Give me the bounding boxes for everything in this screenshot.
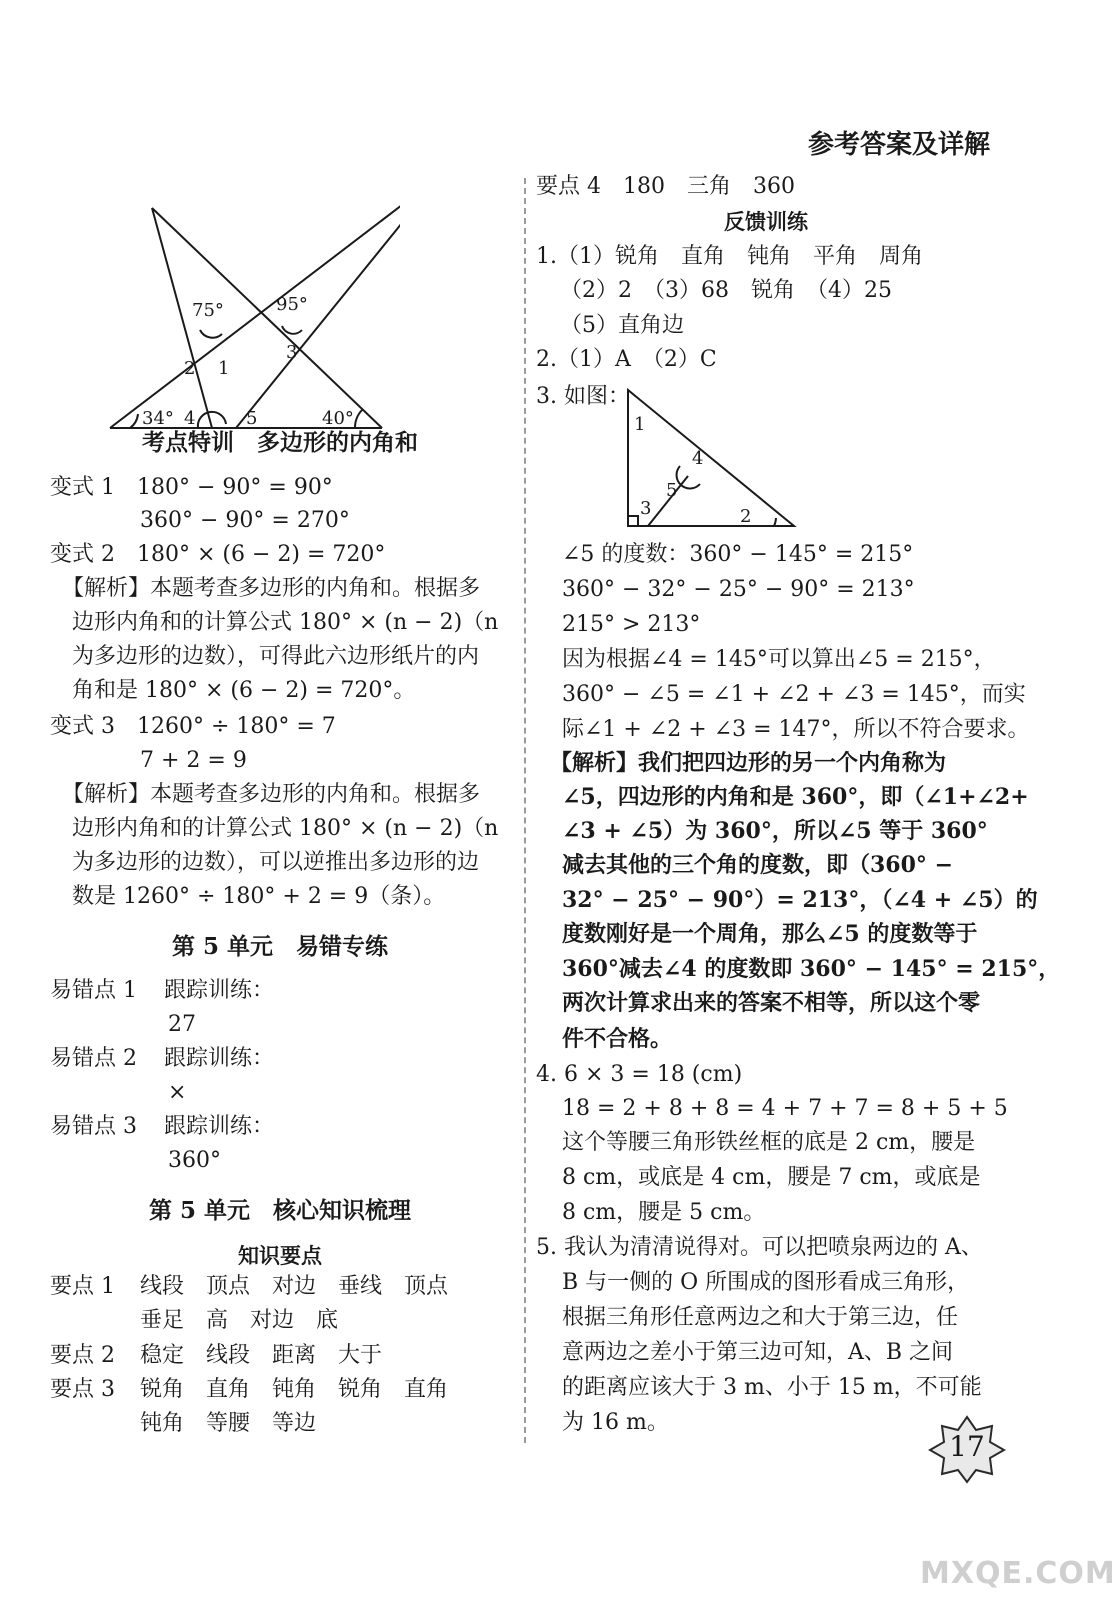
q3-line-3: 215° > 213° [562,612,701,637]
point-4: 要点 4 180 三角 360 [536,174,795,199]
q5-line-6: 为 16 m。 [562,1410,669,1435]
q3-line-8: ∠5，四边形的内角和是 360°，即（∠1+∠2+ [562,784,1029,810]
fig1-right-side [236,176,400,428]
figure-intersecting-triangles [100,168,400,438]
q3-line-12: 度数刚好是一个周角，那么∠5 的度数等于 [562,921,978,947]
figure-right-triangle [618,380,804,530]
fig1-label-34: 34° [142,408,174,429]
fig2-right-angle-mark [628,516,638,526]
section-subtitle-key-points: 知识要点 [238,1243,322,1268]
column-divider [524,178,526,1443]
error-1-answer: 27 [168,1012,196,1037]
left-line-7: 角和是 180° × (6 − 2) = 720°。 [72,678,416,703]
q1-line-1: 1.（1）锐角 直角 钝角 平角 周角 [536,244,923,269]
header-title: 参考答案及详解 [808,130,991,160]
fig1-left-diagonal [152,208,382,428]
fig2-label-5: 5 [666,480,678,501]
q5-line-4: 意两边之差小于第三边可知，A、B 之间 [562,1340,954,1365]
fig1-label-2: 2 [184,358,196,379]
q4-line-3: 这个等腰三角形铁丝框的底是 2 cm，腰是 [562,1130,976,1155]
q3-line-11: 32° − 25° − 90°）= 213°，（∠4 + ∠5）的 [562,887,1038,913]
fig1-label-1: 1 [218,358,230,379]
q4-line-2: 18 = 2 + 8 + 8 = 4 + 7 + 7 = 8 + 5 + 5 [562,1096,1008,1121]
q4-line-4: 8 cm，或底是 4 cm，腰是 7 cm，或底是 [562,1165,981,1190]
error-3-answer: 360° [168,1148,221,1173]
q3-line-6: 际∠1 + ∠2 + ∠3 = 147°，所以不符合要求。 [562,717,1030,742]
fig1-label-40: 40° [322,408,354,429]
fig1-label-75: 75° [192,300,224,321]
left-line-12: 为多边形的边数），可以逆推出多边形的边 [72,850,480,875]
error-3-label: 易错点 3 [50,1114,137,1139]
fig2-label-3: 3 [640,498,652,519]
q3-line-2: 360° − 32° − 25° − 90° = 213° [562,577,915,602]
q3-line-1: ∠5 的度数：360° − 145° = 215° [562,542,914,567]
left-line-5: 边形内角和的计算公式 180° × (n − 2)（n [72,610,499,635]
error-1-text: 跟踪训练： [164,978,275,1003]
left-line-9: 7 + 2 = 9 [140,748,247,773]
point-3-label: 要点 3 [50,1377,115,1402]
q3-line-15: 件不合格。 [562,1026,673,1052]
q4-line-1: 4. 6 × 3 = 18 (cm) [536,1062,743,1087]
point-2-label: 要点 2 [50,1343,115,1368]
section-title-polygon-angles: 考点特训 多边形的内角和 [142,429,418,456]
left-line-10: 【解析】本题考查多边形的内角和。根据多 [62,782,481,807]
q2-line: 2.（1）A （2）C [536,347,717,372]
fig1-label-3: 3 [286,342,298,363]
left-line-8: 变式 3 1260° ÷ 180° = 7 [50,714,336,739]
fig2-label-2: 2 [740,506,752,527]
q5-line-2: B 与一侧的 O 所围成的图形看成三角形， [562,1270,970,1295]
fig2-label-4: 4 [692,448,704,469]
section-title-errors: 第 5 单元 易错专练 [171,933,389,960]
q4-line-5: 8 cm，腰是 5 cm。 [562,1200,766,1225]
q3-label: 3. 如图： [536,384,630,409]
q3-line-9: ∠3 + ∠5）为 360°，所以∠5 等于 360° [562,818,988,844]
fig1-label-95: 95° [276,294,308,315]
error-2-text: 跟踪训练： [164,1046,275,1071]
fig2-angle-2-arc [774,518,776,526]
fig2-label-1: 1 [634,414,646,435]
q5-line-5: 的距离应该大于 3 m、小于 15 m，不可能 [562,1375,982,1400]
q3-line-13: 360°减去∠4 的度数即 360° − 145° = 215°， [562,956,1061,982]
error-1-label: 易错点 1 [50,978,137,1003]
left-line-3: 变式 2 180° × (6 − 2) = 720° [50,542,386,567]
point-1-label: 要点 1 [50,1274,115,1299]
fig1-label-5: 5 [246,408,258,429]
left-line-4: 【解析】本题考查多边形的内角和。根据多 [62,576,481,601]
section-title-core-knowledge: 第 5 单元 核心知识梳理 [148,1197,412,1224]
error-3-text: 跟踪训练： [164,1114,275,1139]
error-2-answer: × [168,1080,187,1105]
fig1-arc-75 [200,330,222,338]
q3-line-5: 360° − ∠5 = ∠1 + ∠2 + ∠3 = 145°，而实 [562,682,1026,707]
fig1-label-4: 4 [184,408,196,429]
q3-line-10: 减去其他的三个角的度数，即（360° − [562,852,954,878]
point-3-row2: 钝角 等腰 等边 [140,1411,317,1436]
page-number: 17 [949,1430,985,1463]
q5-line-1: 5. 我认为清清说得对。可以把喷泉两边的 A、 [536,1235,983,1260]
left-line-11: 边形内角和的计算公式 180° × (n − 2)（n [72,816,499,841]
q3-line-7: 【解析】我们把四边形的另一个内角称为 [550,750,947,776]
point-3-row1: 锐角 直角 钝角 锐角 直角 [140,1377,449,1402]
error-2-label: 易错点 2 [50,1046,137,1071]
fig1-arc-95 [282,326,302,334]
fig2-triangle [628,390,794,526]
q5-line-3: 根据三角形任意两边之和大于第三边，任 [562,1305,959,1330]
q3-line-4: 因为根据∠4 = 145°可以算出∠5 = 215°， [562,647,996,672]
q1-line-2: （2）2 （3）68 锐角 （4）25 [560,278,892,303]
left-line-6: 为多边形的边数），可得此六边形纸片的内 [72,644,480,669]
point-1-row1: 线段 顶点 对边 垂线 顶点 [140,1274,449,1299]
watermark-text: MXQE.COM [920,1556,1116,1591]
q1-line-3: （5）直角边 [560,313,684,338]
left-line-2: 360° − 90° = 270° [140,508,350,533]
point-2-row1: 稳定 线段 距离 大于 [140,1343,383,1368]
left-line-13: 数是 1260° ÷ 180° + 2 = 9（条）。 [72,884,446,909]
point-1-row2: 垂足 高 对边 底 [140,1308,339,1333]
left-line-1: 变式 1 180° − 90° = 90° [50,475,333,500]
q3-line-14: 两次计算求出来的答案不相等，所以这个零 [562,990,981,1016]
feedback-title: 反馈训练 [724,209,808,234]
